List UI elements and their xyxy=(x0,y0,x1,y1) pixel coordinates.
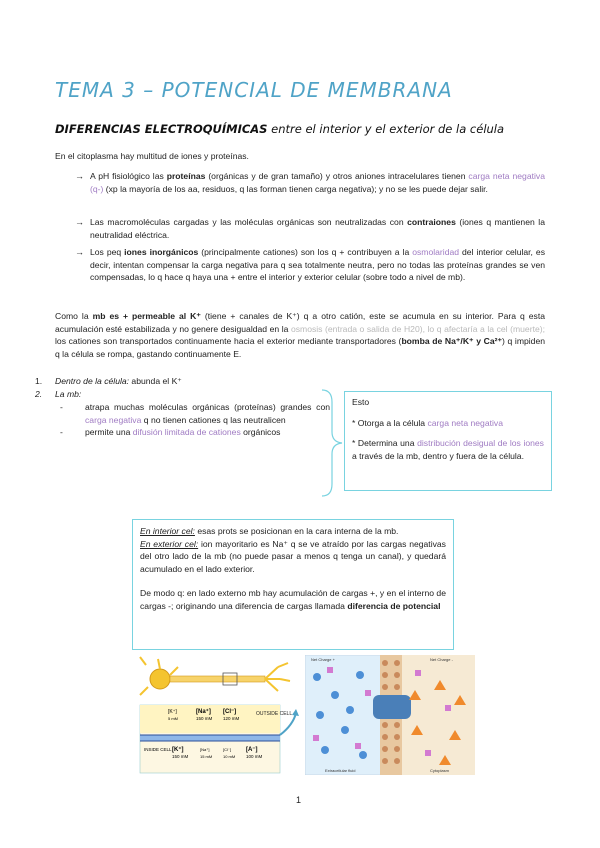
svg-text:150 mM: 150 mM xyxy=(172,754,189,759)
svg-text:120 mM: 120 mM xyxy=(223,716,240,721)
svg-text:[Cl⁻]: [Cl⁻] xyxy=(223,709,237,715)
svg-text:150 mM: 150 mM xyxy=(196,716,213,721)
box-heading: Esto xyxy=(352,397,370,407)
numbered-list xyxy=(35,375,330,439)
section-subtitle xyxy=(55,122,504,136)
arrow-item-contraiones: → Las macromoléculas cargadas y las moléculas orgánicas son neutralizadas con contraiones (iones q mantienen la neutralidad eléctrica. xyxy=(75,217,545,240)
outside-cell-label: OUTSIDE CELL xyxy=(256,711,293,717)
membrane-channel-figure xyxy=(305,655,475,775)
dash-item: - permite una difusión limitada de cationes orgánicos xyxy=(60,427,281,438)
arrow-item-ions: → Los peq iones inorgánicos (principalmente cationes) son los q + contribuyen a la osmolaridad del interior celular, es decir, intentan compensar la carga negativa para q sea totalmente neutra, pero no todas las proteínas grandes se ven compensadas, lo q hace q haya una + entre el interior y exterior celular (sobre todo a nivel de mb). xyxy=(75,247,545,283)
dash-item: - atrapa muchas moléculas orgánicas (proteínas) grandes con carga negativa q no tienen cationes q las neutralicen xyxy=(60,402,330,425)
intro-text: En el citoplasma hay multitud de iones y proteínas. xyxy=(55,151,249,161)
neuron-ion-figure xyxy=(138,655,303,775)
effects-box xyxy=(344,391,552,491)
arrow-item-proteins: → A pH fisiológico las proteínas (orgánicas y de gran tamaño) y otros aniones intracelulares tienen carga neta negativa (q-) (xp la mayoría de los aa, residuos, q las forman tienen carga negativa); y no se les puede dejar salir. xyxy=(75,171,545,194)
list-item: 1. Dentro de la célula: abunda el K⁺ xyxy=(35,376,182,386)
explanation-box xyxy=(132,519,454,650)
svg-text:10 mM: 10 mM xyxy=(223,754,236,759)
page-number: 1 xyxy=(296,795,302,805)
svg-text:Cytoplasm: Cytoplasm xyxy=(430,768,449,773)
svg-text:[Cl⁻]: [Cl⁻] xyxy=(223,747,232,752)
ion-channel-icon xyxy=(373,695,411,719)
svg-text:[K⁺]: [K⁺] xyxy=(168,709,177,715)
inside-cell-label: INSIDE CELL xyxy=(144,747,172,752)
svg-text:Extracellular fluid: Extracellular fluid xyxy=(325,768,356,773)
svg-text:[K⁺]: [K⁺] xyxy=(172,747,184,753)
svg-text:[Na⁺]: [Na⁺] xyxy=(200,747,210,752)
page-title: TEMA 3 – POTENCIAL DE MEMBRANA xyxy=(55,78,453,102)
svg-text:Net Charge -: Net Charge - xyxy=(430,657,453,662)
arrow-icon: → xyxy=(75,217,84,227)
svg-text:[A⁻]: [A⁻] xyxy=(246,747,258,753)
subtitle-rest: entre el interior y el exterior de la célula xyxy=(267,122,505,136)
conclusion-text: De modo q: en lado externo mb hay acumulación de cargas +, y en el interno de cargas -; originando una diferencia de cargas llamada diferencia de potencial xyxy=(140,588,446,611)
list-item: 2. La mb: xyxy=(35,389,82,399)
svg-text:Net Charge +: Net Charge + xyxy=(311,657,335,662)
svg-text:100 mM: 100 mM xyxy=(246,754,263,759)
box-line: * Otorga a la célula carga neta negativa xyxy=(352,417,503,428)
arrow-icon: → xyxy=(75,247,84,257)
svg-text:[Na⁺]: [Na⁺] xyxy=(196,709,211,715)
arrow-icon: → xyxy=(75,171,84,181)
svg-text:5 mM: 5 mM xyxy=(168,716,178,721)
svg-text:15 mM: 15 mM xyxy=(200,754,213,759)
permeability-paragraph: Como la mb es + permeable al K⁺ (tiene + canales de K⁺) q a otro catión, este se acumula en su interior. Para q esta acumulación esté estabilizada y no genere desigualdad en la osmosis (entrada o salida de H20), lo q afectaría a la cel (muerte); los cationes son transportados continuamente hacia el exterior mediante transportadores (bomba de Na⁺/K⁺ y Ca²⁺) q impiden q la célula se rompa, gastando continuamente E. xyxy=(55,311,546,359)
box-line: * Determina una distribución desigual de los iones a través de la mb, dentro y fuera de la célula. xyxy=(352,438,544,461)
subtitle-bold: DIFERENCIAS ELECTROQUÍMICAS xyxy=(55,122,268,136)
exterior-text: En exterior cel: ion mayoritario es Na⁺ q se ve atraído por las cargas negativas del otro lado de la mb (no puede pasar a menos q tenga un canal), y quedará acumulado en el lado exterior. xyxy=(140,538,446,574)
interior-text: En interior cel: esas prots se posicionan en la cara interna de la mb. xyxy=(140,526,399,536)
